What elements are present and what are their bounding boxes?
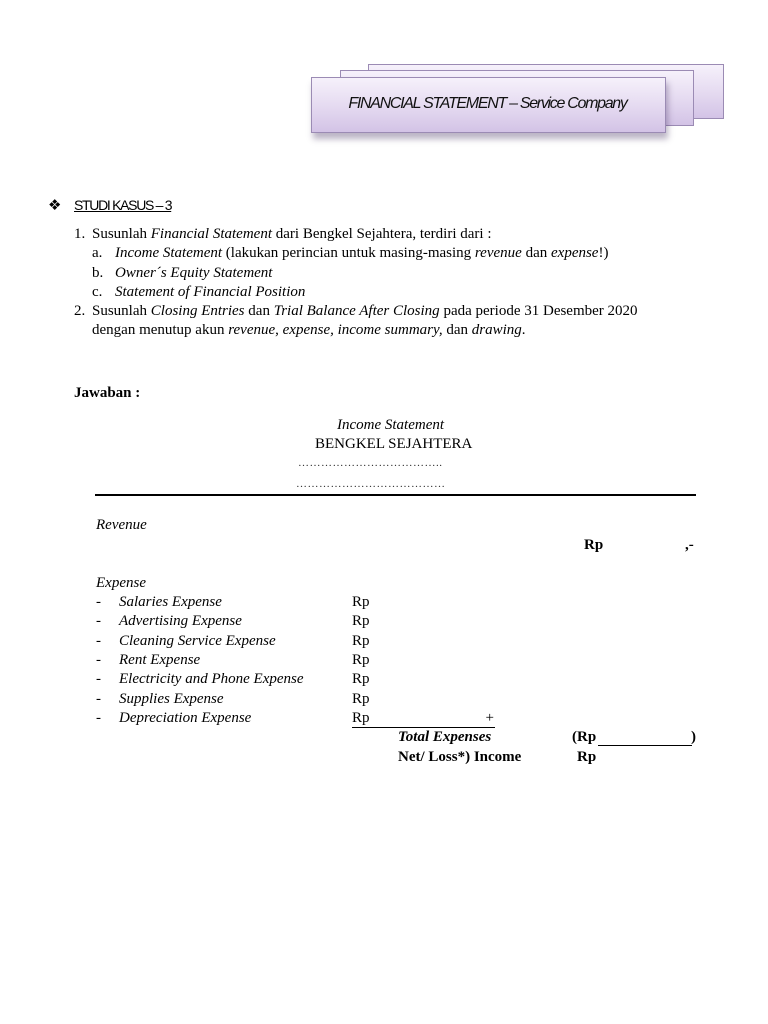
item1-text: Susunlah Financial Statement dari Bengkel Sejahtera, terdiri dari :: [92, 226, 492, 242]
sub-b-letter: b.: [92, 265, 104, 281]
expense-name: Salaries Expense: [119, 594, 222, 610]
statement-company: BENGKEL SEJAHTERA: [315, 436, 473, 452]
expense-dash: -: [96, 710, 101, 726]
sub-c-letter: c.: [92, 284, 103, 300]
expense-rp: Rp: [352, 613, 370, 629]
net-income-label: Net/ Loss*) Income: [398, 749, 522, 765]
expense-dash: -: [96, 633, 101, 649]
expense-name: Advertising Expense: [119, 613, 242, 629]
expense-label: Expense: [96, 575, 146, 591]
expense-rp: Rp: [352, 691, 370, 707]
banner-title: FINANCIAL STATEMENT – Service Company: [348, 95, 627, 112]
answer-label: Jawaban :: [74, 385, 141, 401]
statement-title: Income Statement: [337, 417, 445, 433]
expense-name: Electricity and Phone Expense: [119, 671, 304, 687]
plus-sign: +: [485, 710, 494, 726]
expense-name: Cleaning Service Expense: [119, 633, 276, 649]
expense-dash: -: [96, 613, 101, 629]
item2-number: 2.: [74, 303, 86, 319]
item2-text-line2: dengan menutup akun revenue, expense, income summary, dan drawing.: [92, 322, 526, 338]
expense-rp-last: Rp +: [352, 710, 494, 726]
expense-name: Rent Expense: [119, 652, 201, 668]
expense-name: Depreciation Expense: [119, 710, 252, 726]
net-income-rp: Rp: [577, 749, 597, 765]
item1-number: 1.: [74, 226, 86, 242]
expense-rp: Rp: [352, 594, 370, 610]
expense-rp: Rp: [352, 671, 370, 687]
expense-dash: -: [96, 691, 101, 707]
revenue-label: Revenue: [96, 517, 147, 533]
total-expenses-label: Total Expenses: [398, 729, 492, 745]
expense-name: Supplies Expense: [119, 691, 224, 707]
sub-c-text: Statement of Financial Position: [115, 284, 306, 300]
statement-period-dots: ………………………………..: [298, 457, 443, 469]
expense-dash: -: [96, 594, 101, 610]
revenue-suffix: ,-: [685, 537, 694, 553]
expense-dash: -: [96, 671, 101, 687]
sub-b-text: Owner´s Equity Statement: [115, 265, 273, 281]
item2-text-line1: Susunlah Closing Entries dan Trial Balance After Closing pada periode 31 Desember 2020: [92, 303, 638, 319]
expense-dash: -: [96, 652, 101, 668]
revenue-rp: Rp: [584, 537, 604, 553]
header-divider: [95, 494, 696, 496]
expense-rp: Rp: [352, 652, 370, 668]
sub-a-text: Income Statement (lakukan perincian untuk masing-masing revenue dan expense!): [115, 245, 609, 261]
statement-date-dots: …………………………………: [296, 478, 446, 490]
total-expenses-value: (Rp ): [572, 729, 696, 745]
expense-rp: Rp: [352, 633, 370, 649]
sub-a-letter: a.: [92, 245, 103, 261]
case-heading: STUDI KASUS – 3: [74, 197, 172, 213]
diamond-bullet-icon: ❖: [48, 196, 62, 214]
